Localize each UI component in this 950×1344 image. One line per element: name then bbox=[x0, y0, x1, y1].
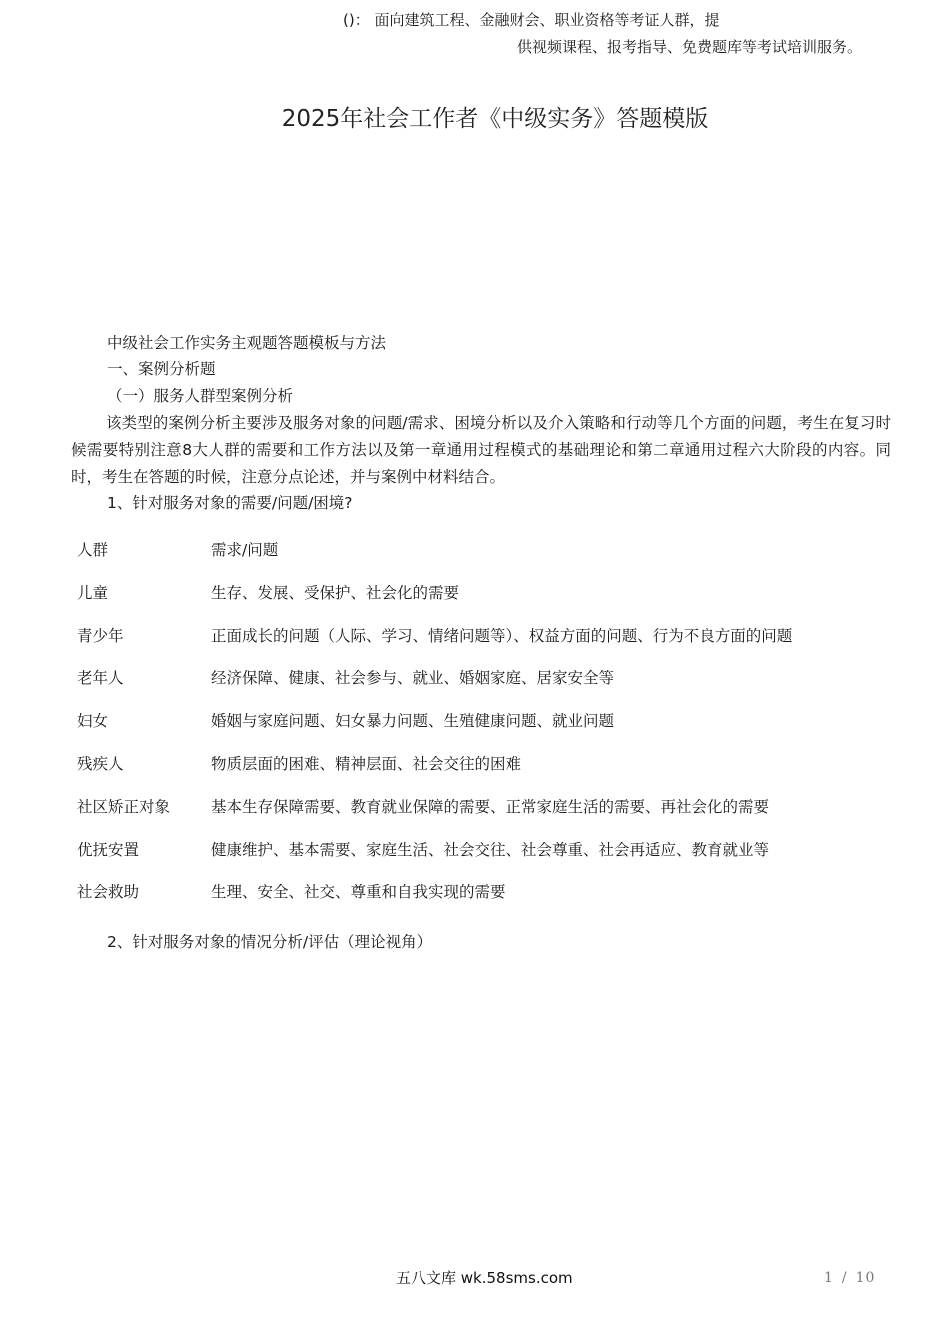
row-group: 青少年 bbox=[77, 626, 124, 645]
footer-site-link[interactable]: 五八文库 wk.58sms.com bbox=[396, 1269, 573, 1287]
table-row bbox=[77, 624, 897, 667]
table-header-group: 人群 bbox=[77, 541, 109, 559]
row-group: 社区矫正对象 bbox=[77, 797, 171, 816]
row-needs: 生理、安全、社交、尊重和自我实现的需要 bbox=[211, 883, 506, 902]
table-header-row bbox=[77, 538, 897, 581]
table-row bbox=[77, 795, 897, 838]
row-needs: 经济保障、健康、社会参与、就业、婚姻家庭、居家安全等 bbox=[211, 669, 615, 688]
row-group: 社会救助 bbox=[77, 883, 140, 902]
question-1: 1、针对服务对象的需要/问题/困境? bbox=[107, 494, 353, 512]
row-needs: 健康维护、基本需要、家庭生活、社会交往、社会尊重、社会再适应、教育就业等 bbox=[211, 840, 770, 859]
document-title: 2025年社会工作者《中级实务》答题模版 bbox=[281, 106, 709, 132]
header-line-2: 供视频课程、报考指导、免费题库等考试培训服务。 bbox=[517, 38, 863, 56]
table-row bbox=[77, 709, 897, 752]
body-paragraph: 该类型的案例分析主要涉及服务对象的问题/需求、困境分析以及介入策略和行动等几个方面的问题，考生在复习时候需要特别注意8大人群的需要和工作方法以及第一章通用过程模式的基础理论和第二章通用过程六大阶段的内容。同时，考生在答题的时候，注意分点论述，并与案例中材料结合。 bbox=[71, 414, 891, 486]
section-heading: 一、案例分析题 bbox=[107, 360, 216, 378]
question-2: 2、针对服务对象的情况分析/评估（理论视角） bbox=[107, 933, 433, 951]
row-group: 优抚安置 bbox=[77, 840, 140, 859]
table-row bbox=[77, 880, 897, 923]
row-needs: 正面成长的问题（人际、学习、情绪问题等）、权益方面的问题、行为不良方面的问题 bbox=[211, 626, 793, 645]
table-row bbox=[77, 752, 897, 795]
row-needs: 生存、发展、受保护、社会化的需要 bbox=[211, 583, 460, 602]
header-line-1: ()： 面向建筑工程、金融财会、职业资格等考证人群，提 bbox=[343, 11, 720, 29]
row-group: 妇女 bbox=[77, 712, 109, 731]
document-subtitle: 中级社会工作实务主观题答题模板与方法 bbox=[107, 334, 387, 352]
needs-table bbox=[77, 538, 897, 923]
table-header-needs: 需求/问题 bbox=[211, 541, 279, 559]
page-total: 10 bbox=[855, 1270, 876, 1286]
row-needs: 基本生存保障需要、教育就业保障的需要、正常家庭生活的需要、再社会化的需要 bbox=[211, 797, 770, 816]
row-group: 老年人 bbox=[77, 669, 124, 688]
row-group: 儿童 bbox=[77, 583, 109, 602]
table-row bbox=[77, 666, 897, 709]
row-needs: 婚姻与家庭问题、妇女暴力问题、生殖健康问题、就业问题 bbox=[211, 712, 615, 731]
page-indicator bbox=[824, 1270, 875, 1286]
page-current: 1 bbox=[824, 1270, 834, 1286]
table-row bbox=[77, 581, 897, 624]
row-group: 残疾人 bbox=[77, 754, 124, 773]
subsection-heading: （一）服务人群型案例分析 bbox=[107, 387, 294, 405]
page-separator: / bbox=[841, 1270, 848, 1286]
row-needs: 物质层面的困难、精神层面、社会交往的困难 bbox=[211, 754, 522, 773]
table-row bbox=[77, 838, 897, 881]
